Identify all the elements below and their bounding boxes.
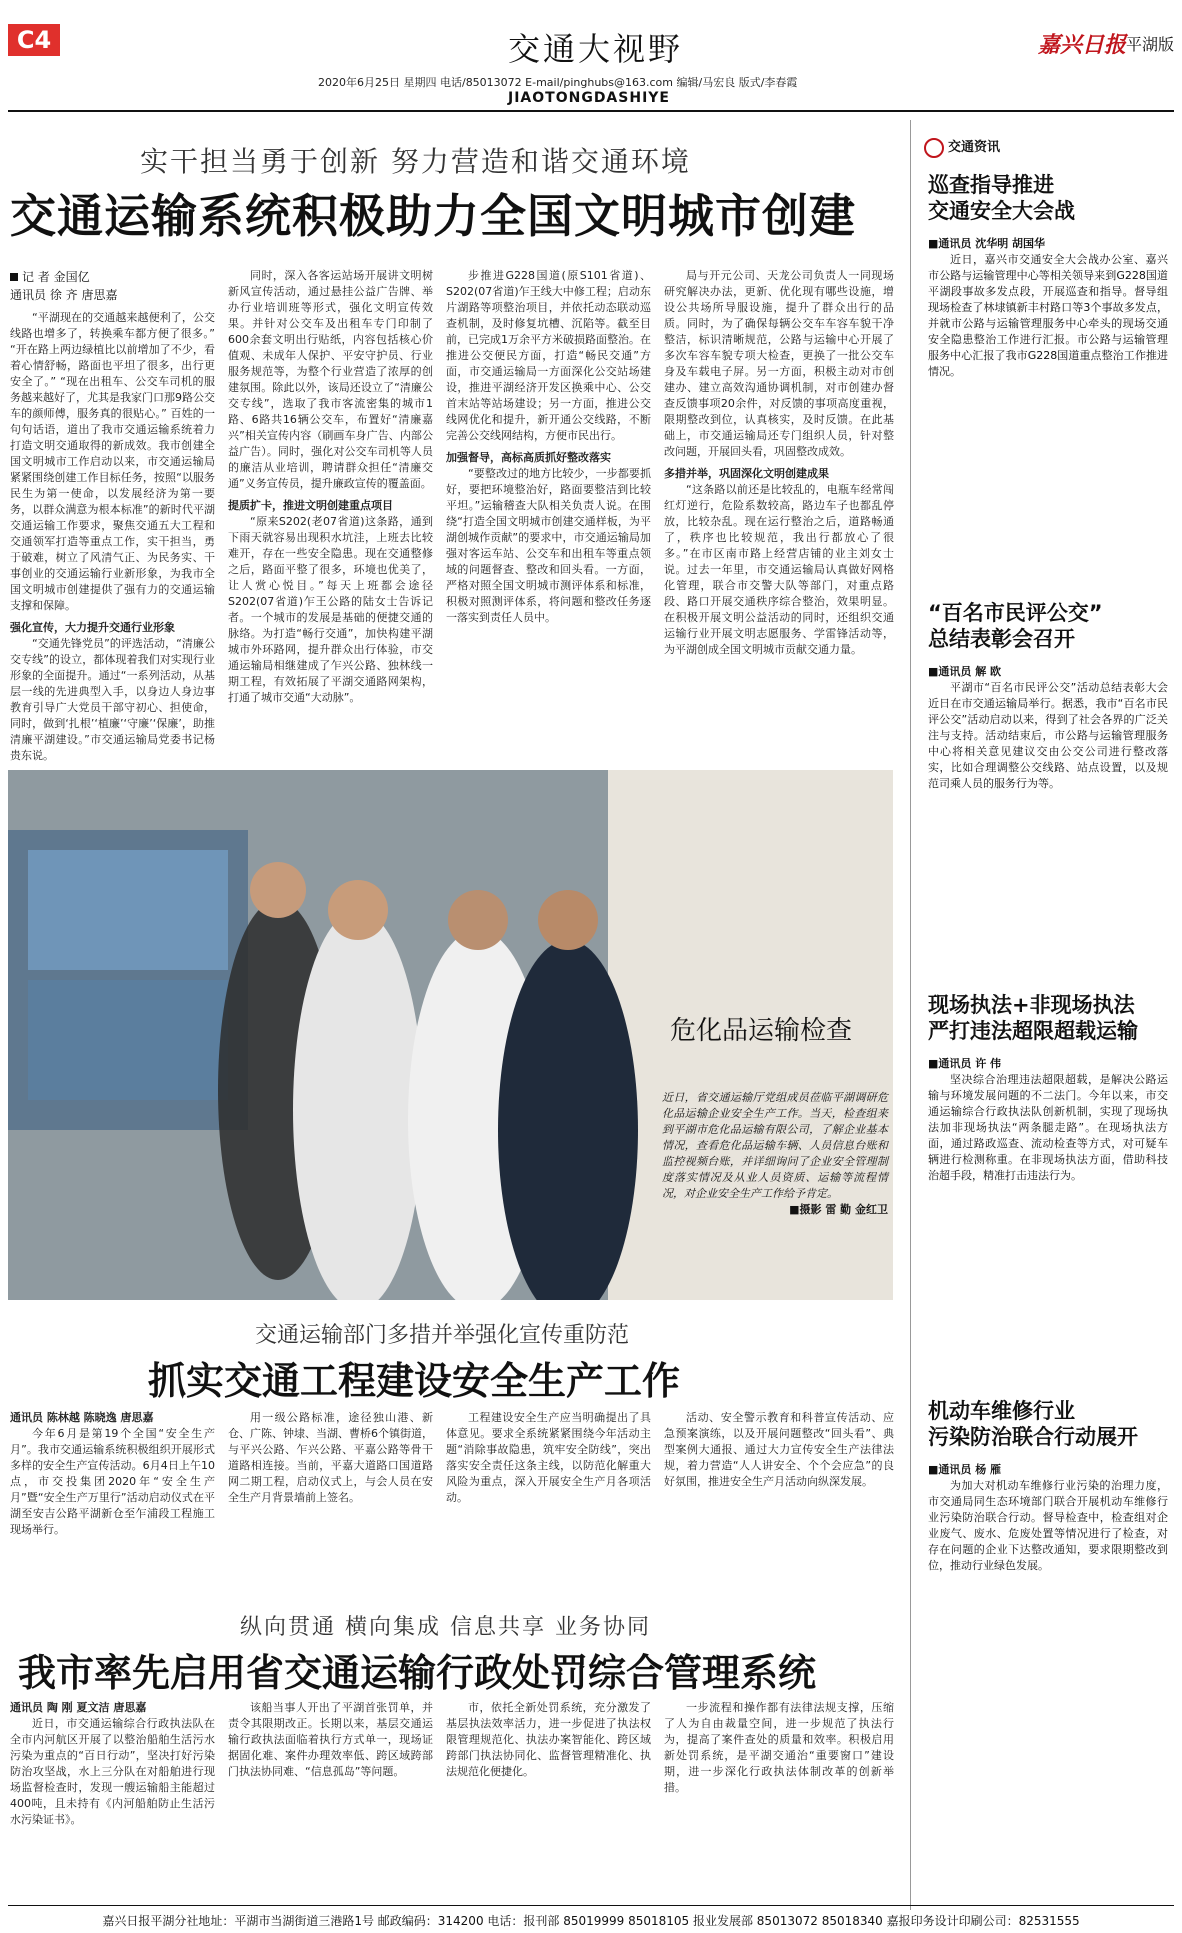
story3-headline: 我市率先启用省交通运输行政处罚综合管理系统 — [18, 1651, 817, 1695]
rail-item3-body — [928, 1056, 1168, 1184]
paragraph: 该船当事人开出了平湖首张罚单，并责令其限期改正。长期以来，基层交通运输行政执法面临着执行方式单一，现场证据固化难、案件办理效率低、跨区域跨部门执法协同难、“信息孤岛”等问题。 — [228, 1701, 433, 1778]
column-divider — [910, 120, 911, 1910]
rail-tag-icon — [924, 138, 944, 158]
paragraph: 近日，市交通运输综合行政执法队在全市内河航区开展了以整治船舶生活污水污染为重点的“百日行动”，坚决打好污染防治攻坚战，水上三分队在对船舶进行现场监督检查时，发现一艘运输船主能超过400吨，且未持有《内河船舶防止生活污水污染证书》。 — [10, 1717, 215, 1826]
masthead — [8, 24, 1174, 136]
paragraph: 步推进G228国道(原S101省道)、S202(07省道)乍王线大中修工程；启动东片湖路等项整治项目，并依托动态联动巡查机制，及时修复坑槽、沉陷等。截至目前，已完成1万余平方米破损路面整治。在推进公交便民方面，打造“畅民交通”方面，市交通运输局一方面深化公交站场建设，推进平湖经济开发区换乘中心、公交首末站等站场建设；另一方面，推进公交线网优化和提升，新开通公交线路，不断完善公交线网结构，方便市民出行。 — [446, 269, 651, 442]
rail-item1-body — [928, 236, 1168, 380]
story1-byline — [10, 268, 117, 304]
headline-line: 总结表彰会召开 — [928, 627, 1075, 651]
byline-correspondents: 通讯员 徐 齐 唐思嘉 — [10, 288, 118, 302]
paragraph: 用一级公路标准，途径独山港、新仓、广陈、钟埭、当湖、曹桥6个镇街道，与平兴公路、乍兴公路、平嘉公路等骨干道路相连接。当前，平嘉大道路口国道路网二期工程，启动仪式上，与会人员在安全生产月背景墙前上签名。 — [228, 1411, 433, 1504]
paragraph: “交通先锋党员”的评选活动，“清廉公交专线”的设立，都体现着我们对实现行业形象的全面提升。通过“一系列活动，从基层一线的先进典型入手，以身边人身边事教育引导广大党员干部守初心、担使命，同时，做到‘扎根’‘植廉’‘守廉’‘保廉’，助推清廉平湖建设。”市交通运输局党委书记杨贵东说。 — [10, 637, 215, 762]
paragraph: 工程建设安全生产应当明确提出了具体意见。要求全系统紧紧围绕今年活动主题“消除事故隐患，筑牢安全防线”，突出落实安全责任这条主线，以防范化解重大风险为重点，深入开展安全生产月各项活动。 — [446, 1411, 651, 1504]
paragraph: 平湖市“百名市民评公交”活动总结表彰大会近日在市交通运输局举行。据悉，我市“百名市民评公交”活动启动以来，得到了社会各界的广泛关注与支持。活动结束后，市公路与运输管理服务中心将相关意见建议交由公交公司进行整改落实，比如合理调整公交线路、站点设置，以及规范司乘人员的服务行为等。 — [928, 681, 1168, 790]
masthead-rule — [8, 110, 1174, 112]
paragraph: “这条路以前还是比较乱的，电瓶车经常闯红灯逆行，危险系数较高，路边车子也都乱停放，比较杂乱。现在运行整治之后，道路畅通了，秩序也比较规范，我出行都放心了很多。”在市区南市路上经营店铺的业主刘女士说。过去一年里，市交通运输局认真做好网格化管理，联合市交警大队等部门，对重点路段、路口开展交通秩序综合整治，效果明显。在积极开展文明公益活动的同时，还组织交通运输行业开展文明志愿服务、学雷锋活动等，为平湖创成全国文明城市贡献交通力量。 — [664, 483, 894, 656]
story3-column-2 — [228, 1700, 433, 1780]
photo-caption — [662, 1090, 888, 1218]
paragraph: 近日，嘉兴市交通安全大会战办公室、嘉兴市公路与运输管理中心等相关领导来到G228国道平湖段事故多发点段，开展巡查和指导。督导组现场检查了林埭镇新丰村路口等3个事故多发点，并就市公路与运输管理服务中心牵头的现场交通安全隐患整治工作进行汇报。市公路与运输管理服务中心汇报了我市G228国道重点整治工作推进情况。 — [928, 253, 1168, 378]
rail-byline: ■通讯员 沈华明 胡国华 — [928, 237, 1046, 250]
headline-line: 现场执法+非现场执法 — [928, 993, 1135, 1017]
story3-column-4 — [664, 1700, 894, 1796]
issue-info-line: 2020年6月25日 星期四 电话/85013072 E-mail/pinghubs@163.com 编辑/马宏良 版式/李春霞 — [318, 76, 798, 89]
story2-column-3 — [446, 1410, 651, 1506]
rail-section-tag — [924, 136, 1000, 158]
story3-byline: 通讯员 陶 刚 夏文洁 唐思嘉 — [10, 1701, 147, 1714]
rail-tag-label: 交通资讯 — [948, 140, 1001, 155]
paragraph: “要整改过的地方比较少，一步都要抓好，要把环境整治好，路面要整洁到比较平坦。”运输稽查大队相关负责人说。在围绕“打造全国文明城市创建交通样板，为平湖创城作贡献”的要求中，市交通运输局加强对客运车站、公交车和出租车等重点领域的问题督查、整改和回头看。一方面，严格对照全国文明城市测评体系和标准，积极对照测评体系，将问题和整改任务逐一落实到责任人员中。 — [446, 467, 651, 624]
byline-marker-icon — [10, 273, 18, 281]
rail-item2-headline — [928, 600, 1103, 652]
photo-caption-title: 危化品运输检查 — [670, 1016, 853, 1046]
rail-byline: ■通讯员 许 伟 — [928, 1057, 1002, 1070]
story3-column-3 — [446, 1700, 651, 1780]
story2-column-4 — [664, 1410, 894, 1490]
subheading: 多措并举，巩固深化文明创建成果 — [664, 467, 829, 480]
caption-text: 近日，省交通运输厅党组成员莅临平湖调研危化品运输企业安全生产工作。当天，检查组来到平湖市危化品运输有限公司，了解企业基本情况，查看危化品运输车辆、人员信息台账和监控视频台账，并详细询问了企业安全管理制度落实情况及从业人员资质、运输等流程情况，对企业安全生产工作给予肯定。 — [662, 1091, 888, 1200]
paragraph: 活动、安全警示教育和科普宣传活动、应急预案演练，以及开展问题整改“回头看”、典型案例大通报、通过大力宣传安全生产法律法规，着力营造“人人讲安全、个个会应急”的良好氛围，推进安全生产月活动向纵深发展。 — [664, 1411, 894, 1488]
photo-credit: ■摄影 雷 勤 金红卫 — [789, 1203, 888, 1216]
newspaper-logo: 嘉兴日报 — [1037, 32, 1126, 58]
story2-headline: 抓实交通工程建设安全生产工作 — [148, 1359, 681, 1403]
paragraph: “原来S202(老07省道)这条路，通到下雨天就容易出现积水坑洼，上班去比较难开，存在一些安全隐患。现在交通整修之后，路面平整了很多，环境也优美了，让人赏心悦目。”每天上班都会途径S202(07省道)乍王公路的陆女士告诉记者。一个城市的发展是基础的便捷交通的脉络。为打造“畅行交通”，加快构建平湖城市外环路网，提升群众出行体验，市交通运输局相继建成了乍兴公路、独林线一期工程，有效拓展了平湖交通路网架构，打通了城市交通“大动脉”。 — [228, 515, 433, 704]
story3-kicker: 纵向贯通 横向集成 信息共享 业务协同 — [240, 1615, 651, 1640]
story2-byline: 通讯员 陈林越 陈晓逸 唐思嘉 — [10, 1411, 154, 1424]
paragraph: 局与开元公司、天龙公司负责人一同现场研究解决办法，更新、优化现有哪些设施，增设公共场所导服设施，提升了群众出行的品质。同时，为了确保每辆公交车车容车貌干净整洁，标识清晰规范，公路与运输中心开展了多次车容车貌专项大检查，更换了一批公交车身及车载电子屏。另一方面，积极主动对市创建办、建立高效沟通协调机制，对市创建办督查反馈事项20余件，对反馈的事项高度重视，限期整改到位，认真核实，及时反馈。在此基础上，市交通运输局还专门组织人员，针对整改问题，开展回头看，巩固整改成效。 — [664, 269, 894, 458]
story3-column-1 — [10, 1700, 215, 1828]
paragraph: 坚决综合治理违法超限超载，是解决公路运输与环境发展问题的不二法门。今年以来，市交通运输综合行政执法队创新机制，实现了现场执法加非现场执法“两条腿走路”。在现场执法方面，通过路政巡查、流动检查等方式，对可疑车辆进行检测称重。在非现场执法方面，借助科技治超手段，精准打击违法行为。 — [928, 1073, 1168, 1182]
headline-line: 交通安全大会战 — [928, 199, 1075, 223]
byline-reporter: 记 者 金国亿 — [22, 270, 90, 284]
edition-label: 平湖版 — [1125, 35, 1174, 54]
headline-line: 巡查指导推进 — [928, 173, 1054, 197]
paragraph: “平湖现在的交通越来越便利了，公交线路也增多了，转换乘车都方便了很多。” “开在路上两边绿植比以前增加了不少，看着心情舒畅，路面也平坦了很多，出行更安全了。” “现在出租车、公交车司机的服务越来越好了，尤其是我家门口那9路公交车的颜师傅，服务真的很贴心。” 百姓的一句句话语，道出了我市交通运输系统着力打造文明交通取得的新成效。我市创建全国文明城市工作启动以来，市交通运输局紧紧围绕创建工作目标任务，按照“以服务民生为第一使命，以发展经济为第一要务，以群众满意为根本标准”的新时代平湖交通运输工作要求，聚焦交通五大工程和交通领军打造等重点工作，实干担当，勇于破难，树立了风清气正、为民务实、干事创业的交通运输行业新形象，为我市全国文明城市创建提供了强有力的交通运输支撑和保障。 — [10, 311, 215, 612]
story1-column-3 — [446, 268, 651, 626]
story1-headline: 交通运输系统积极助力全国文明城市创建 — [10, 189, 856, 243]
section-pinyin: JIAOTONGDASHIYE — [508, 90, 670, 106]
paragraph: 为加大对机动车维修行业污染的治理力度，市交通局同生态环境部门联合开展机动车维修行业污染防治联合行动。督导检查中，检查组对企业废气、废水、危废处置等情况进行了检查，对存在问题的企业下达整改通知，要求限期整改到位，推动行业绿色发展。 — [928, 1479, 1168, 1572]
story2-column-1 — [10, 1410, 215, 1538]
headline-line: 机动车维修行业 — [928, 1399, 1075, 1423]
paragraph: 市，依托全新处罚系统，充分激发了基层执法效率活力，进一步促进了执法权限管理规范化、执法办案智能化、跨区域跨部门执法协同化、监督管理精准化、执法规范化便捷化。 — [446, 1701, 651, 1778]
rail-byline: ■通讯员 杨 雁 — [928, 1463, 1002, 1476]
section-title: 交通大视野 — [508, 30, 684, 68]
rail-item4-body — [928, 1462, 1168, 1574]
paragraph: 一步流程和操作都有法律法规支撑，压缩了人为自由裁量空间，进一步规范了执法行为，提高了案件查处的质量和效率。积极启用新处罚系统，是平湖交通治“重要窗口”建设期，进一步深化行政执法体制改革的创新举措。 — [664, 1701, 894, 1794]
subheading: 提质扩卡，推进文明创建重点项目 — [228, 499, 393, 512]
rail-item4-headline — [928, 1398, 1138, 1450]
subheading: 强化宣传，大力提升交通行业形象 — [10, 621, 175, 634]
rail-item3-headline — [928, 992, 1138, 1044]
story1-column-2 — [228, 268, 433, 706]
subheading: 加强督导，高标高质抓好整改落实 — [446, 451, 611, 464]
headline-line: 污染防治联合行动展开 — [928, 1425, 1138, 1449]
footer-info: 嘉兴日报平湖分社地址：平湖市当湖街道三港路1号 邮政编码：314200 电话：报刊部 85019999 85018105 报业发展部 85013072 85018340 嘉报印务设计印刷公司：82531555 — [102, 1914, 1080, 1928]
story1-kicker: 实干担当勇于创新 努力营造和谐交通环境 — [140, 145, 691, 178]
paragraph: 同时，深入各客运站场开展讲文明树新风宣传活动，通过悬挂公益广告牌、举办行业培训班等形式，强化文明宣传效果。并针对公交车及出租车专门印制了600余套文明出行贴纸，内容包括核心价值观、未成年人保护、平安守护员、行业服务规范等，为整个行业营造了浓厚的创建氛围。除此以外，该局还设立了“清廉公交专线”，选取了我市客流密集的城市1路、6路共16辆公交车，布置好“清廉嘉兴”相关宣传内容（刷画车身广告、内部公益广告）。同时，强化对公交车司机等人员的廉洁从业培训，聘请群众担任“清廉交通”义务宣传员，提升廉政宣传的覆盖面。 — [228, 269, 433, 490]
rail-byline: ■通讯员 解 欧 — [928, 665, 1002, 678]
footer-rule — [8, 1905, 1174, 1906]
headline-line: 严打违法超限超载运输 — [928, 1019, 1138, 1043]
rail-item2-body — [928, 664, 1168, 792]
story2-kicker: 交通运输部门多措并举强化宣传重防范 — [255, 1323, 630, 1348]
page-number-tag: C4 — [8, 24, 60, 56]
headline-line: “百名市民评公交” — [928, 601, 1103, 625]
story1-column-1 — [10, 310, 215, 764]
paragraph: 今年6月是第19个全国“安全生产月”。我市交通运输系统积极组织开展形式多样的安全生产宣传活动。6月4日上午10点，市交投集团2020年“安全生产月”暨“安全生产万里行”活动启动仪式在平湖至安吉公路平湖新仓至乍浦段工程施工现场举行。 — [10, 1427, 215, 1536]
story2-column-2 — [228, 1410, 433, 1506]
story1-column-4 — [664, 268, 894, 658]
rail-item1-headline — [928, 172, 1075, 224]
